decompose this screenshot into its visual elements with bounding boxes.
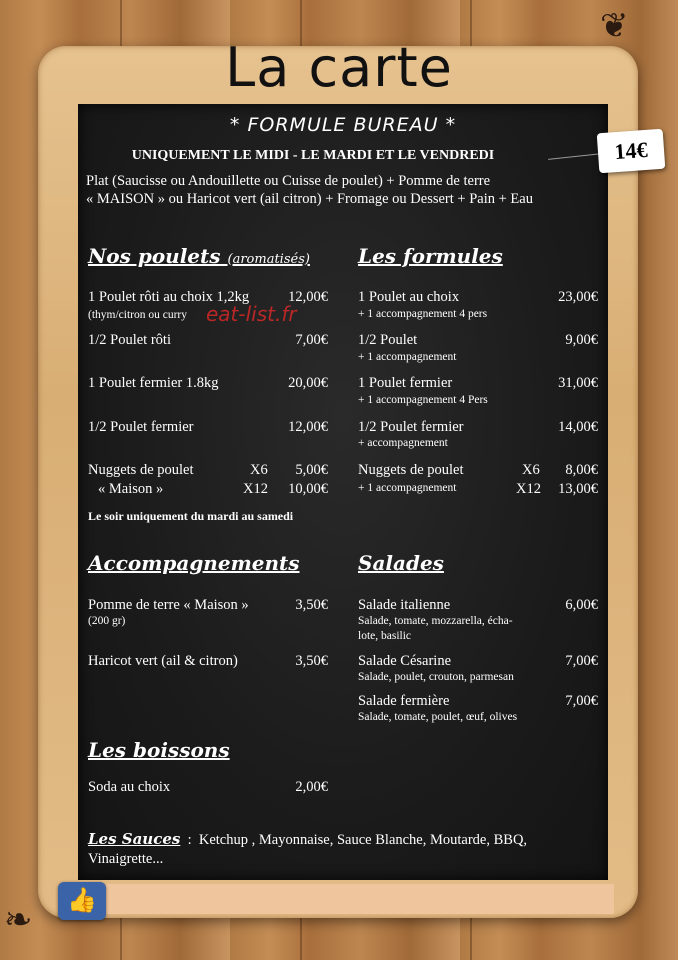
menu-item-name: Nuggets de poulet — [358, 462, 464, 478]
menu-item-price: 8,00€ — [565, 462, 598, 478]
section-heading-formules: Les formules — [358, 244, 503, 268]
menu-item-name: Salade italienne — [358, 597, 451, 613]
menu-item-price: 31,00€ — [558, 375, 598, 391]
section-heading-poulets — [88, 244, 310, 268]
formule-line: Plat (Saucisse ou Andouillette ou Cuisse de poulet) + Pomme de terre — [86, 173, 491, 189]
page-title: La carte — [225, 36, 453, 99]
menu-item-name: 1/2 Poulet fermier — [358, 419, 464, 435]
menu-item-name: 1/2 Poulet fermier — [88, 419, 194, 435]
social-bar — [106, 884, 614, 914]
ornament-swirl-icon: ❧ — [4, 902, 33, 939]
section-heading-label: Nos poulets — [88, 244, 221, 268]
section-heading-salades: Salades — [358, 551, 444, 575]
menu-item-price: 7,00€ — [295, 332, 328, 348]
sauces-list-continued: Vinaigrette... — [88, 851, 164, 867]
menu-item-price: 23,00€ — [558, 289, 598, 305]
menu-item-note: Salade, tomate, mozzarella, écha- — [358, 615, 513, 627]
section-heading-note: (aromatisés) — [227, 252, 310, 267]
menu-item-note: + 1 accompagnement 4 pers — [358, 308, 488, 320]
sauces-colon: : — [183, 832, 196, 848]
menu-item-name: Haricot vert (ail & citron) — [88, 653, 238, 669]
menu-item-price: 7,00€ — [565, 653, 598, 669]
menu-item-price: 14,00€ — [558, 419, 598, 435]
menu-item-note: Salade, poulet, crouton, parmesan — [358, 671, 514, 683]
section-heading-sauces: Les Sauces — [88, 830, 181, 848]
menu-item-price: 3,50€ — [295, 653, 328, 669]
price-tag: 14€ — [597, 129, 666, 174]
menu-item-name: 1/2 Poulet — [358, 332, 418, 348]
section-heading-accompagnements: Accompagnements — [88, 551, 300, 575]
menu-item-name: « Maison » — [98, 481, 164, 497]
menu-item-price: 6,00€ — [565, 597, 598, 613]
menu-item-name: Soda au choix — [88, 779, 171, 795]
menu-item-price: 12,00€ — [288, 289, 328, 305]
menu-item-note: (200 gr) — [88, 615, 126, 627]
section-heading-boissons: Les boissons — [88, 738, 230, 762]
menu-item-note: + 1 accompagnement — [358, 351, 457, 363]
footnote: Le soir uniquement du mardi au samedi — [88, 509, 294, 523]
menu-item-price: 3,50€ — [295, 597, 328, 613]
formule-line: « MAISON » ou Haricot vert (ail citron) + Fromage ou Dessert + Pain + Eau — [86, 191, 533, 207]
menu-item-price: 13,00€ — [558, 481, 598, 497]
menu-item-name: 1/2 Poulet rôti — [88, 332, 171, 348]
menu-item-name: Nuggets de poulet — [88, 462, 194, 478]
menu-item-name: 1 Poulet rôti au choix 1,2kg — [88, 289, 250, 305]
menu-item-price: 9,00€ — [565, 332, 598, 348]
menu-item-price: 7,00€ — [565, 693, 598, 709]
menu-item-price: 2,00€ — [295, 779, 328, 795]
sauces-line — [88, 830, 527, 849]
menu-item-name: 1 Poulet fermier 1.8kg — [88, 375, 219, 391]
menu-item-name: Salade Césarine — [358, 653, 452, 669]
menu-item-note: + 1 accompagnement — [358, 482, 457, 494]
menu-item-note: + 1 accompagnement 4 Pers — [358, 394, 488, 406]
watermark: eat-list.fr — [206, 302, 297, 326]
menu-item-quantity: X6 — [522, 462, 540, 478]
menu-item-name: Pomme de terre « Maison » — [88, 597, 249, 613]
menu-item-price: 10,00€ — [288, 481, 328, 497]
menu-item-note: + accompagnement — [358, 437, 448, 449]
menu-item-price: 20,00€ — [288, 375, 328, 391]
menu-item-name: Salade fermière — [358, 693, 450, 709]
ornament-swirl-icon: ❦ — [600, 8, 629, 45]
menu-item-quantity: X6 — [250, 462, 268, 478]
menu-item-price: 12,00€ — [288, 419, 328, 435]
sauces-list: Ketchup , Mayonnaise, Sauce Blanche, Moutarde, BBQ, — [198, 832, 528, 848]
formule-title: * FORMULE BUREAU * — [229, 114, 457, 136]
formule-subtitle: UNIQUEMENT LE MIDI - LE MARDI ET LE VENDREDI — [131, 148, 495, 163]
like-thumb-icon[interactable]: 👍 — [58, 882, 106, 920]
menu-item-note: lote, basilic — [358, 630, 412, 642]
menu-item-note: (thym/citron ou curry — [88, 309, 188, 321]
menu-item-quantity: X12 — [516, 481, 541, 497]
formule-description — [86, 172, 586, 208]
menu-item-note: Salade, tomate, poulet, œuf, olives — [358, 711, 518, 723]
menu-item-name: 1 Poulet au choix — [358, 289, 460, 305]
menu-item-quantity: X12 — [243, 481, 268, 497]
menu-item-price: 5,00€ — [295, 462, 328, 478]
menu-item-name: 1 Poulet fermier — [358, 375, 453, 391]
